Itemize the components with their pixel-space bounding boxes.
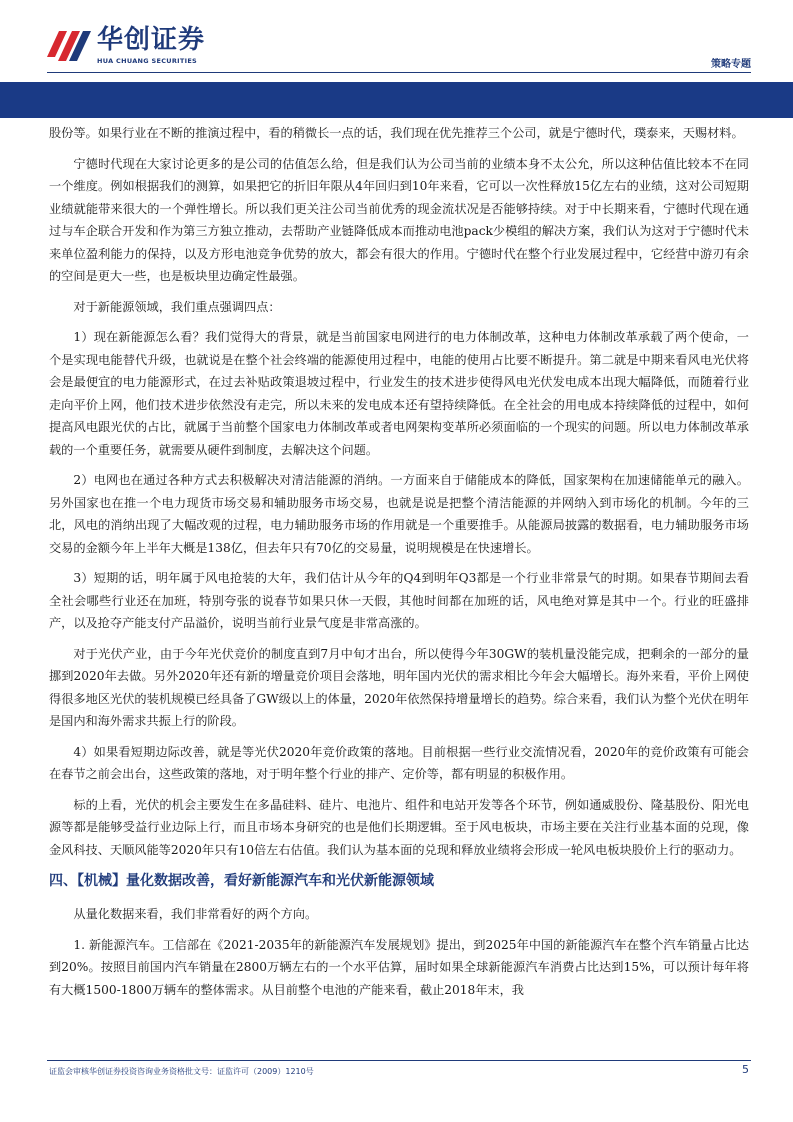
paragraph: 1）现在新能源怎么看？我们觉得大的背景，就是当前国家电网进行的电力体制改革，这种电力体制改革承载了两个使命，一个是实现电能替代升级，也就说是在整个社会终端的能源使用过程中，电能的使用占比要不断提升。第二就是中期来看风电光伏将会是最便宜的电力能源形式，在过去补贴政策退坡过程中，行业发生的技术进步使得风电光伏发电成本出现大幅降低，而随着行业走向平价上网，他们技术进步依然没有走完，所以未来的发电成本还有望持续降低。在全社会的用电成本持续降低的过程中，如何提高风电跟光伏的占比，就属于当前整个国家电力体制改革或者电网架构变革所必须面临的一个现实的问题。所以电力体制改革承载的一个重要任务，就需要从硬件到制度，去解决这个问题。 <box>49 330 749 457</box>
paragraph: 宁德时代现在大家讨论更多的是公司的估值怎么给，但是我们认为公司当前的业绩本身不太公允，所以这种估值比较本不在同一个维度。例如根据我们的测算，如果把它的折旧年限从4年回归到10年来看，它可以一次性释放15亿左右的业绩，这对公司短期业绩就能带来很大的一个弹性增长。所以我们更关注公司当前优秀的现金流状况是否能够持续。对于中长期来看，宁德时代现在通过与车企联合开发和作为第三方独立推动，去帮助产业链降低成本而推动电池pack少模组的解决方案，我们认为这对于宁德时代未来单位盈利能力的保持，以及方形电池竞争优势的放大，都会有很大的作用。宁德时代在整个行业发展过程中，它经营中游刃有余的空间是更大一些，也是板块里边确定性最强。 <box>49 156 749 283</box>
paragraph: 股份等。如果行业在不断的推演过程中，看的稍微长一点的话，我们现在优先推荐三个公司，就是宁德时代，璞泰来，天赐材料。 <box>49 126 744 140</box>
paragraph: 4）如果看短期边际改善，就是等光伏2020年竞价政策的落地。目前根据一些行业交流情况看，2020年的竞价政策有可能会在春节之前会出台，这些政策的落地，对于明年整个行业的排产、定价等，都有明显的积极作用。 <box>49 744 749 781</box>
paragraph: 标的上看，光伏的机会主要发生在多晶硅料、硅片、电池片、组件和电站开发等各个环节，例如通威股份、隆基股份、阳光电源等都是能够受益行业边际上行，而且市场本身研究的也是他们长期逻辑。至于风电板块，市场主要在关注行业基本面的兑现，像金风科技、天顺风能等2020年只有10倍左右估值。我们认为基本面的兑现和释放业绩将会形成一轮风电板块股价上行的驱动力。 <box>49 797 749 857</box>
report-type-label: 策略专题 <box>711 59 751 70</box>
page-header <box>0 0 793 118</box>
document-body <box>49 122 749 1009</box>
footer-license: 证监会审核华创证券投资咨询业务资格批文号：证监许可（2009）1210号 <box>49 1067 314 1076</box>
footer-divider <box>47 1060 751 1061</box>
brand-name: 华创证券 <box>97 25 206 55</box>
paragraph: 2）电网也在通过各种方式去积极解决对清洁能源的消纳。一方面来自于储能成本的降低，国家架构在加速储能单元的融入。另外国家也在推一个电力现货市场交易和辅助服务市场交易，也就是说是把整个清洁能源的并网纳入到市场化的机制。今年的三北，风电的消纳出现了大幅改观的过程，电力辅助服务市场的作用就是一个重要推手。从能源局披露的数据看，电力辅助服务市场交易的金额今年上半年大概是138亿，但去年只有70亿的交易量，说明规模是在快速增长。 <box>49 473 749 555</box>
paragraph: 3）短期的话，明年属于风电抢装的大年，我们估计从今年的Q4到明年Q3都是一个行业非常景气的时期。如果春节期间去看全社会哪些行业还在加班，特别夸张的说春节如果只休一天假，其他时间都在加班的话，风电绝对算是其中一个。行业的旺盛排产，以及抢夺产能支付产品溢价，说明当前行业景气度是非常高涨的。 <box>49 571 749 630</box>
header-divider <box>47 72 751 73</box>
page-number: 5 <box>742 1063 749 1076</box>
brand-name-english: HUA CHUANG SECURITIES <box>97 57 198 65</box>
paragraph: 对于新能源领域，我们重点强调四点： <box>73 299 281 314</box>
paragraph: 1. 新能源汽车。工信部在《2021-2035年的新能源汽车发展规划》提出，到2025年中国的新能源汽车在整个汽车销量占比达到20%。按照目前国内汽车销量在2800万辆左右的一个水平估算，届时如果全球新能源汽车消费占比达到15%，可以预计每年将有大概1500-1800万辆车的整体需求。从目前整个电池的产能来看，截止2018年末，我 <box>49 937 749 997</box>
huachuang-logo-icon <box>47 27 91 65</box>
paragraph: 对于光伏产业，由于今年光伏竞价的制度直到7月中旬才出台，所以使得今年30GW的装机量没能完成，把剩余的一部分的量挪到2020年去做。另外2020年还有新的增量竞价项目会落地，明年国内光伏的需求相比今年会大幅增长。海外来看，平价上网使得很多地区光伏的装机规模已经具备了GW级以上的体量，2020年依然保持增量增长的趋势。综合来看，我们认为整个光伏在明年是国内和海外需求共振上行的阶段。 <box>49 646 749 728</box>
paragraph: 从量化数据来看，我们非常看好的两个方向。 <box>73 907 318 921</box>
header-band <box>0 82 793 118</box>
section-heading: 四、【机械】量化数据改善，看好新能源汽车和光伏新能源领域 <box>49 873 434 889</box>
